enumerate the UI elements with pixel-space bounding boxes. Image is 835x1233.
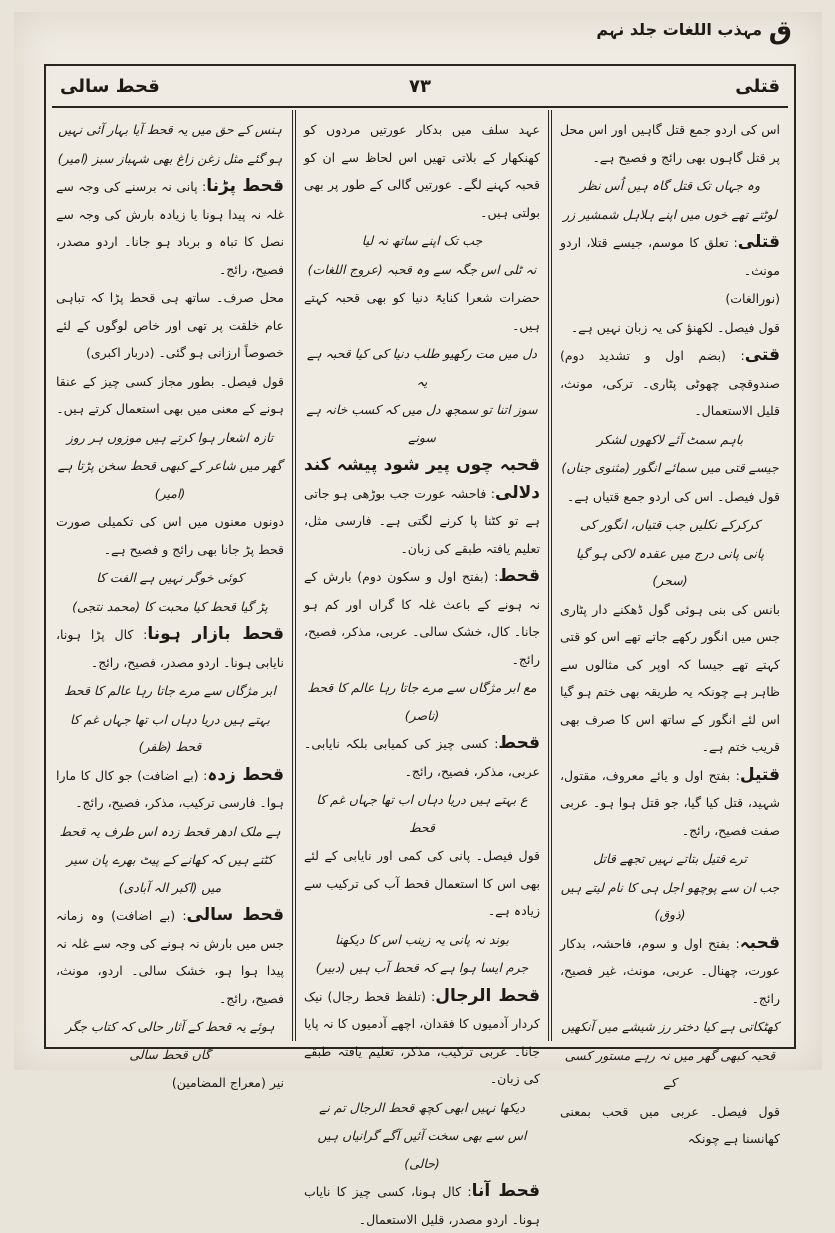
verse-line: ہوئے یہ قحط کے آثار حالی کہ کتاب جگر گاں قحط سالی xyxy=(65,1019,275,1062)
definition: : (بے اضافت) جو کال کا مارا ہوا۔ فارسی ترکیب، مذکر، فصیح، رائج۔ xyxy=(56,767,284,810)
top-header xyxy=(44,18,792,62)
dictionary-entry xyxy=(304,1178,540,1233)
verse-line: سوز اتنا تو سمجھ دل میں کہ کسب خانہ ہے سونے xyxy=(306,402,538,445)
body-text: قول فیصل۔ لکھنؤ کی یہ زبان نہیں ہے۔ xyxy=(570,319,780,335)
dictionary-entry xyxy=(56,902,284,1012)
verse-line: ہے ملک ادھر قحط زدہ اس طرف یہ قحط xyxy=(59,823,281,839)
definition: : فاحشہ عورت جب بوڑھی ہو جاتی ہے تو کٹنا پا کرنے لگتی ہے۔ فارسی مثل، تعلیم یافتہ طبقے کی زبان۔ xyxy=(304,485,540,556)
column-middle xyxy=(296,110,548,1227)
definition: : کال پڑا ہونا، نایابی ہونا۔ اردو مصدر، فصیح، رائج۔ xyxy=(56,627,284,670)
verse-line: نہ ٹلی اس جگہ سے وہ قحبہ (عروج اللغات) xyxy=(307,261,537,277)
headword: قحبہ xyxy=(739,932,780,953)
verse-line: کٹتے ہیں کہ کھانے کے پیٹ بھرے پان سیر میں (اکبر الہ آبادی) xyxy=(66,852,274,895)
column-divider xyxy=(548,110,552,1041)
headword: قتی xyxy=(744,345,780,365)
headword: قحط سالی xyxy=(186,905,284,925)
dictionary-entry xyxy=(560,762,780,845)
definition: : (بے اضافت) وہ زمانہ جس میں بارش نہ ہونے کی وجہ سے غلہ نہ پیدا ہوا ہو، خشک سالی۔ اردو، مونث، فصیح، رائج۔ xyxy=(56,908,284,1006)
headword: قحط زدہ xyxy=(207,764,284,785)
dictionary-entry xyxy=(56,173,284,283)
definition: : (بفتح اول و سکون دوم) بارش کے نہ ہونے کے باعث غلہ کا گراں اور کم ہو جانا۔ کال، خشک سالی۔ عربی، مذکر، فصیح، رائج۔ xyxy=(304,569,540,667)
headword: قحط xyxy=(498,566,540,586)
verse-line: ترے قتیل بتاتے نہیں تجھے قاتل xyxy=(593,851,747,866)
page-number: ۷۳ xyxy=(409,76,431,97)
verse-line: ع بہتے ہیں دریا دہاں اب تھا جہاں غم کا قحط xyxy=(316,792,528,835)
verse-line: اس سے بھی سخت آئیں آگے گرانیاں ہیں (حالی) xyxy=(317,1128,527,1171)
running-head xyxy=(52,72,788,108)
headword: قحط xyxy=(498,733,540,753)
verse-line: کرکرکے نکلیں جب قتیاں، انگور کی xyxy=(580,517,760,532)
body-text: عہد سلف میں بدکار عورتیں مردوں کو کھنکھار کے بلاتی تھیں اس لحاظ سے ان کو قحبہ کہنے لگے۔ عورتیں گالی کے طور پر بھی بولتی ہیں۔ xyxy=(304,122,540,220)
columns xyxy=(52,110,788,1227)
definition: : (بضم اول و تشدید دوم) صندوقچی چھوٹی پٹاری۔ ترکی، مونث، قلیل الاستعمال۔ xyxy=(560,348,780,418)
body-text: محل صرف۔ ساتھ ہی قحط پڑا کہ تباہی عام خلقت پر تھی اور خاص لوگوں کے لئے خصوصاً ارزانی ہو گئی۔ (دربار اکبری) xyxy=(56,290,284,360)
column-divider xyxy=(292,110,296,1041)
verse-line: جب ان سے پوچھو اجل ہی کا نام لیتے ہیں (ذوق) xyxy=(560,879,780,922)
body-text: قول فیصل۔ پانی کی کمی اور نایابی کے لئے بھی اس کا استعمال قحط آب کی ترکیب سے زیادہ ہے۔ xyxy=(304,848,540,918)
page-frame xyxy=(44,64,796,1227)
definition: : کسی چیز کی کمیابی بلکہ نایابی۔ عربی، مذکر، فصیح، رائج۔ xyxy=(304,736,540,779)
body-text: قول فیصل۔ بطور مجاز کسی چیز کے عنقا ہونے کے معنی میں بھی استعمال کرتے ہیں۔ xyxy=(56,373,284,416)
dictionary-entry xyxy=(304,563,540,673)
headword: قتیل xyxy=(739,764,780,785)
body-text: نیر (معراج المضامین) xyxy=(171,1075,284,1090)
dictionary-entry xyxy=(560,342,780,425)
headword: قحط پڑنا xyxy=(206,176,284,196)
verse-line: کوئی خوگر نہیں ہے الفت کا xyxy=(96,570,244,585)
headword: قحط بازار ہونا xyxy=(147,624,284,644)
verse-line: باہم سمٹ آئے لاکھوں لشکر xyxy=(596,431,744,447)
verse-line: ہو گئے مثل زغن زاغ بھی شہباز سبز (امیر) xyxy=(57,150,283,166)
verse-line: لوٹتے تھے خوں میں اپنے ہلاہل شمشیر زر xyxy=(563,206,777,222)
headword: قحط الرجال xyxy=(435,985,540,1006)
verse-line: تازہ اشعار ہوا کرتے ہیں موزوں ہر روز xyxy=(66,429,274,445)
dictionary-entry xyxy=(304,452,540,562)
dictionary-entry xyxy=(56,621,284,676)
verse-line: پانی پانی درج میں عقدہ لاکی ہو گیا (سحر) xyxy=(575,545,765,588)
running-head-last-word: قحط سالی xyxy=(60,76,160,97)
dictionary-entry xyxy=(304,983,540,1093)
series-title: مہذب اللغات جلد نہم xyxy=(596,20,762,39)
body-text: قول فیصل۔ عربی میں قحب بمعنی کھانسنا ہے چونکہ xyxy=(560,1103,780,1146)
body-text: (نورالغات) xyxy=(725,291,780,306)
dictionary-entry xyxy=(560,229,780,284)
dictionary-entry xyxy=(56,762,284,817)
verse-line: دل میں مت رکھیو طلب دنیا کی کیا قحبہ ہے یہ xyxy=(306,346,538,389)
verse-line: جرم ایسا ہوا ہے کہ قحط آب ہیں (دبیر) xyxy=(315,960,529,975)
definition: : تعلق کا موسم، جیسے قتلا، اردو مونث۔ xyxy=(560,235,780,278)
column-left xyxy=(48,110,292,1090)
body-text: دونوں معنوں میں اس کی تکمیلی صورت قحط پڑ جانا بھی رائج و فصیح ہے۔ xyxy=(56,514,284,557)
verse-line: مع ابر مژگاں سے مرے جاتا رہا عالم کا قحط (ناصر) xyxy=(307,680,537,723)
headword: قتلی xyxy=(737,232,780,252)
verse-line: جب تک اپنے ساتھ نہ لیا xyxy=(361,233,483,248)
definition: : بفتح اول و یائے معروف، مقتول، شہید، قتل کیا گیا، جو قتل ہوا ہو۔ عربی صفت فصیح، رائج۔ xyxy=(560,767,780,838)
verse-line: بوند نہ پانی یہ زینب اس کا دیکھنا xyxy=(335,931,509,947)
verse-line: کھٹکاتی ہے کیا دختر رز شیشے میں آنکھیں xyxy=(561,1019,779,1034)
body-text: بانس کی بنی ہوئی گول ڈھکنے دار پٹاری جس میں انگور رکھے جاتے تھے اس کو قتی کہتے تھے جیسا کہ اوپر کی مثالوں سے ظاہر ہے چونکہ یہ طریقہ بھی ختم ہو گیا اس لئے انگور کے ساتھ اس کا صرف بھی قریب ختم ہے۔ xyxy=(560,601,780,754)
section-letter: ق xyxy=(768,16,792,46)
body-text: قول فیصل۔ اس کی اردو جمع قتیاں ہے۔ xyxy=(566,488,780,504)
definition: : بفتح اول و سوم، فاحشہ، بدکار عورت، چھنال۔ عربی، مونث، غیر فصیح، رائج۔ xyxy=(560,935,780,1006)
verse-line: گھر میں شاعر کے کبھی قحط سخن پڑتا ہے (امیر) xyxy=(57,458,283,501)
verse-line: پڑ گیا قحط کیا محبت کا (محمد نتجی) xyxy=(72,598,268,614)
running-head-first-word: قتلی xyxy=(735,76,780,97)
verse-line: دیکھا نہیں ابھی کچھ قحط الرجال تم نے xyxy=(319,1099,525,1115)
verse-line: قحبہ کبھی گھر میں نہ رہے مستور کسی کے xyxy=(564,1047,776,1090)
column-right xyxy=(552,110,788,1146)
definition: : (تلفظ قحط رجال) نیک کردار آدمیوں کا فقدان، اچھے آدمیوں کا نہ پایا جانا۔ عربی ترکیب، مذکر، تعلیم یافتہ طبقے کی زبان۔ xyxy=(304,988,540,1086)
dictionary-page xyxy=(14,12,822,1227)
body-text: اس کی اردو جمع قتل گاہیں اور اس محل پر قتل گاہوں بھی رائج و فصیح ہے۔ xyxy=(560,122,780,165)
body-text: حضرات شعرا کنایۃً دنیا کو بھی قحبہ کہتے ہیں۔ xyxy=(304,290,540,333)
dictionary-entry xyxy=(304,730,540,785)
verse-line: وہ جہاں تک قتل گاہ ہیں اُس نظر xyxy=(579,178,761,193)
headword: قحط آنا xyxy=(471,1181,540,1201)
verse-line: ہنس کے حق میں یہ قحط آیا بہار آئی نہیں xyxy=(58,122,282,137)
verse-line: ابر مژگاں سے مرے جاتا رہا عالم کا قحط xyxy=(64,683,276,698)
verse-line: جیسے قتی میں سمائے انگور (مثنوی جناں) xyxy=(561,460,779,475)
headword: قحبہ چوں پیر شود پیشہ کند دلالی xyxy=(304,455,540,503)
definition: : کال ہونا، کسی چیز کا نایاب ہونا۔ اردو مصدر، قلیل الاستعمال۔ xyxy=(304,1184,540,1227)
definition: : پانی نہ برسنے کی وجہ سے غلہ نہ پیدا ہونا یا زیادہ بارش کی وجہ سے نصل کا تباہ و برباد ہو جانا۔ اردو مصدر، فصیح، رائج۔ xyxy=(56,179,284,277)
dictionary-entry xyxy=(560,930,780,1013)
verse-line: بہتے ہیں دریا دہاں اب تھا جہاں غم کا قحط (ظفر) xyxy=(69,711,270,754)
